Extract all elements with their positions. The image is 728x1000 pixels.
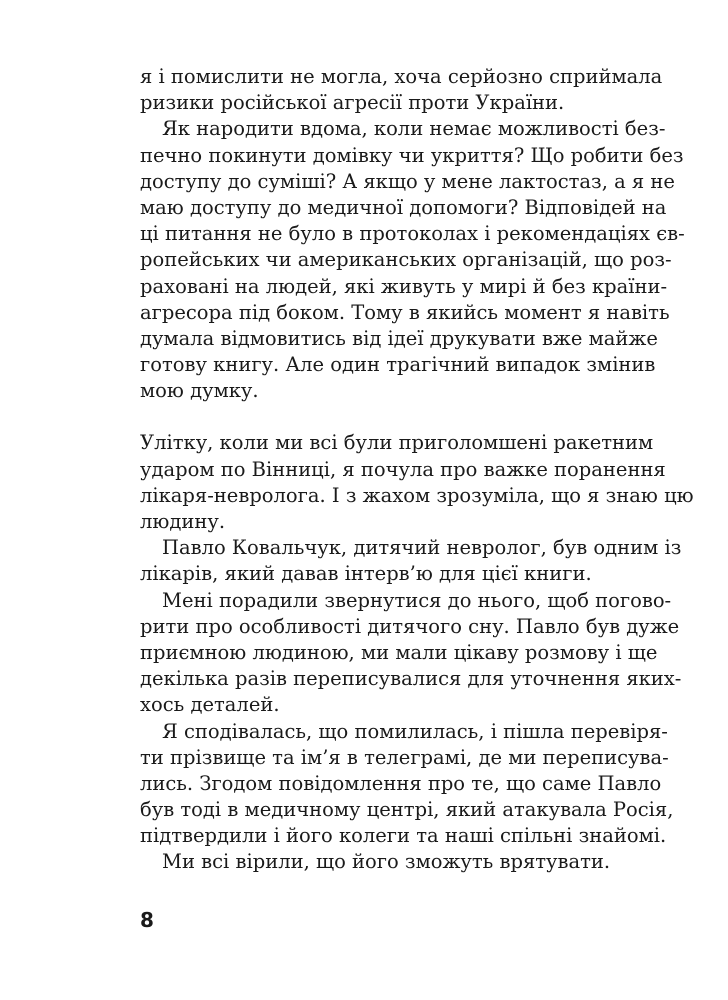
- text-line: декілька разів переписувалися для уточнення яких-: [140, 667, 682, 691]
- paragraph-1: [140, 64, 663, 116]
- text-line: був тоді в медичному центрі, який атакувала Росія,: [140, 798, 674, 822]
- text-line: ти прізвище та ім’я в телеграмі, де ми переписува-: [140, 745, 669, 769]
- text-line: агресора під боком. Тому в якийсь момент я навіть: [140, 300, 670, 324]
- text-line: Як народити вдома, коли немає можливості без-: [162, 117, 666, 141]
- text-line: печно покинути домівку чи укриття? Що робити без: [140, 143, 684, 167]
- text-line: ризики російської агресії проти України.: [140, 91, 565, 115]
- section-break: [140, 404, 595, 430]
- text-line: підтвердили і його колеги та наші спільні знайомі.: [140, 824, 667, 848]
- text-line: я і помислити не могла, хоча серйозно сприймала: [140, 65, 663, 88]
- text-line: Я сподівалась, що помилилась, і пішла перевіря-: [162, 719, 668, 743]
- text-line: Павло Ковальчук, дитячий невролог, був одним із: [162, 536, 682, 560]
- text-line: рити про особливості дитячого сну. Павло був дуже: [140, 614, 680, 638]
- text-line: мою думку.: [140, 379, 259, 403]
- text-line: лись. Згодом повідомлення про те, що саме Павло: [140, 771, 662, 795]
- body-text: [140, 64, 694, 876]
- paragraph-3: [140, 430, 694, 535]
- text-line: маю доступу до медичної допомоги? Відповідей на: [140, 195, 667, 219]
- text-line: людину.: [140, 510, 226, 533]
- paragraph-6: [140, 719, 674, 850]
- text-line: Улітку, коли ми всі були приголомшені ракетним: [140, 431, 654, 455]
- text-line: лікаря-невролога. І з жахом зрозуміла, що я знаю цю: [140, 483, 694, 507]
- text-line: ці питання не було в протоколах і рекомендаціях єв-: [140, 222, 685, 246]
- text-line: доступу до суміші? А якщо у мене лактостаз, а я не: [140, 169, 675, 193]
- text-line: Мені порадили звернутися до нього, щоб погово-: [162, 588, 672, 612]
- page-number: 8: [140, 908, 154, 932]
- paragraph-4: [140, 535, 682, 587]
- paragraph-5: [140, 588, 682, 719]
- text-line: раховані на людей, які живуть у мирі й без країни-: [140, 274, 668, 298]
- text-line: Ми всі вірили, що його зможуть врятувати.: [162, 850, 611, 874]
- paragraph-2: [140, 116, 685, 404]
- text-line: ударом по Вінниці, я почула про важке поранення: [140, 457, 666, 481]
- paragraph-7: [140, 849, 611, 875]
- text-line: думала відмовитись від ідеї друкувати вже майже: [140, 326, 658, 350]
- text-line: хось деталей.: [140, 693, 280, 717]
- text-line: приємною людиною, ми мали цікаву розмову і ще: [140, 640, 658, 664]
- text-line: ропейських чи американських організацій, що роз-: [140, 248, 672, 272]
- text-line: готову книгу. Але один трагічний випадок змінив: [140, 353, 656, 377]
- text-line: лікарів, який давав інтерв’ю для цієї книги.: [140, 562, 592, 586]
